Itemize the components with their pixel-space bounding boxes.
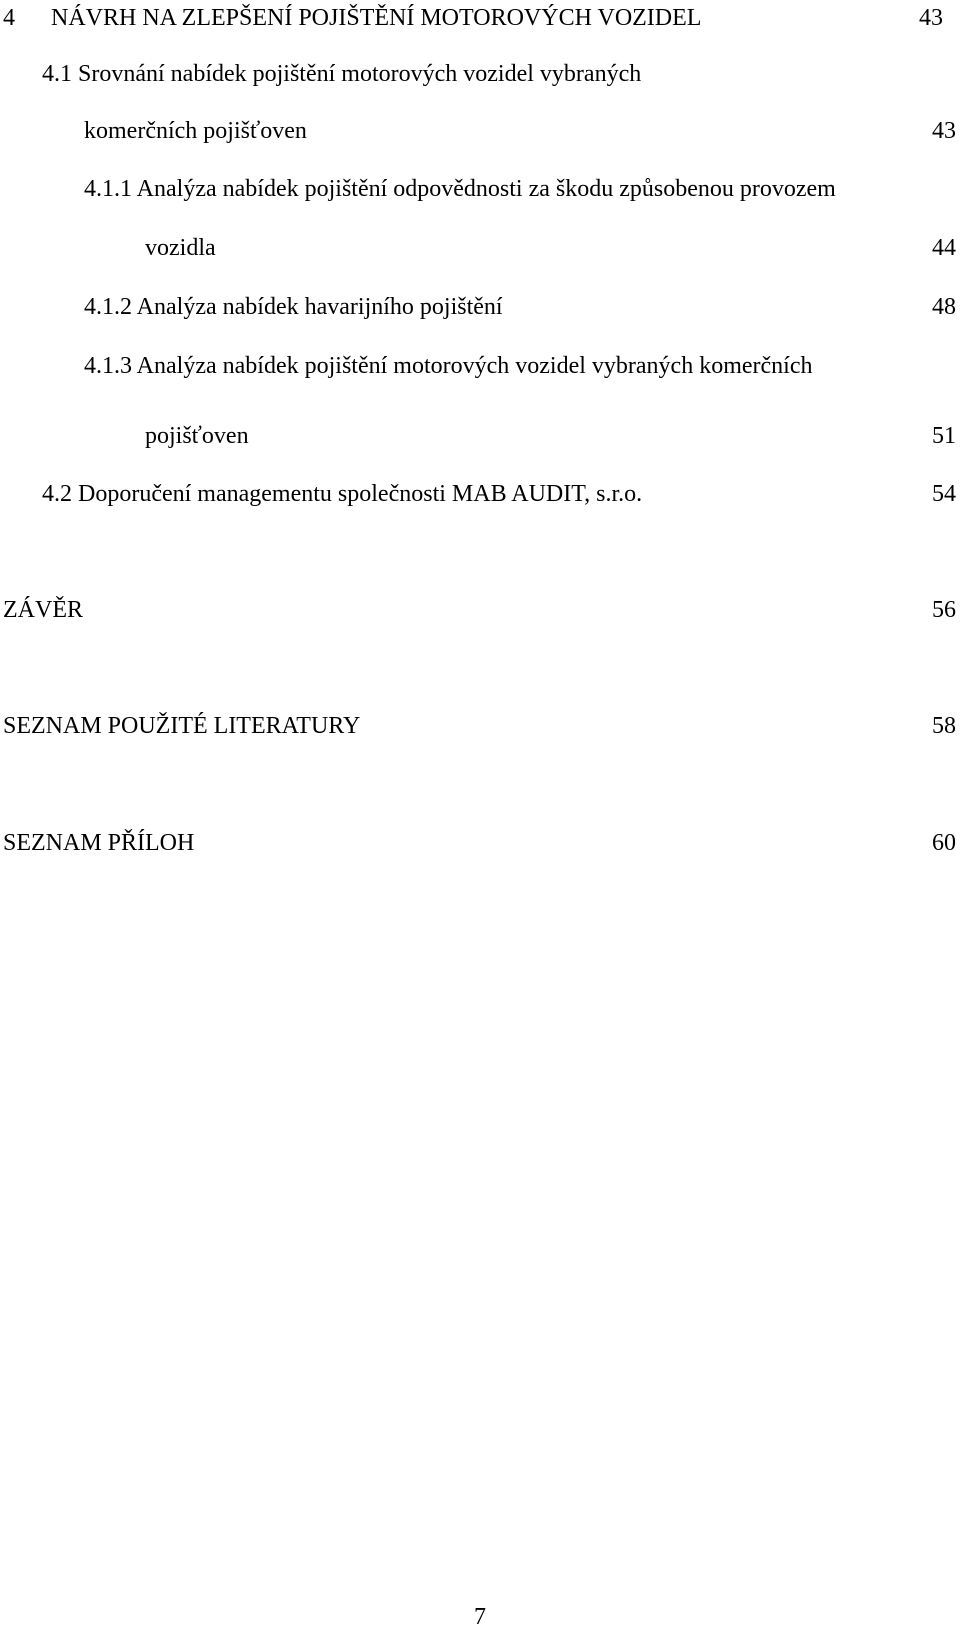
toc-section-4-1-1-line2: vozidla bbox=[145, 235, 216, 261]
toc-zaver-page: 56 bbox=[932, 597, 956, 623]
toc-prilohy: SEZNAM PŘÍLOH bbox=[3, 830, 195, 856]
toc-chapter-4-page: 43 bbox=[919, 5, 943, 31]
page-number: 7 bbox=[474, 1604, 486, 1630]
toc-section-4-1-3-line2: pojišťoven bbox=[145, 423, 249, 449]
toc-section-4-1-2-line1: 4.1.2 Analýza nabídek havarijního pojištění bbox=[84, 294, 503, 320]
toc-chapter-4-title: NÁVRH NA ZLEPŠENÍ POJIŠTĚNÍ MOTOROVÝCH VOZIDEL bbox=[51, 5, 702, 31]
toc-section-4-2-line1: 4.2 Doporučení managementu společnosti MAB AUDIT, s.r.o. bbox=[42, 481, 643, 507]
toc-section-4-1-3-line1: 4.1.3 Analýza nabídek pojištění motorových vozidel vybraných komerčních bbox=[84, 353, 813, 379]
toc-literatura: SEZNAM POUŽITÉ LITERATURY bbox=[3, 713, 361, 739]
toc-section-4-2-page: 54 bbox=[932, 481, 956, 507]
toc-section-4-1-page: 43 bbox=[932, 118, 956, 144]
toc-literatura-page: 58 bbox=[932, 713, 956, 739]
toc-zaver: ZÁVĚR bbox=[3, 597, 83, 623]
toc-section-4-1-line2: komerčních pojišťoven bbox=[84, 118, 307, 144]
toc-section-4-1-line1: 4.1 Srovnání nabídek pojištění motorových vozidel vybraných bbox=[42, 61, 642, 87]
toc-section-4-1-1-page: 44 bbox=[932, 235, 956, 261]
toc-section-4-1-2-page: 48 bbox=[932, 294, 956, 320]
toc-chapter-4-number: 4 bbox=[3, 5, 15, 31]
toc-section-4-1-3-page: 51 bbox=[932, 423, 956, 449]
toc-prilohy-page: 60 bbox=[932, 830, 956, 856]
toc-chapter-4 bbox=[3, 4, 701, 32]
toc-section-4-1-1-line1: 4.1.1 Analýza nabídek pojištění odpovědnosti za škodu způsobenou provozem bbox=[84, 176, 836, 202]
